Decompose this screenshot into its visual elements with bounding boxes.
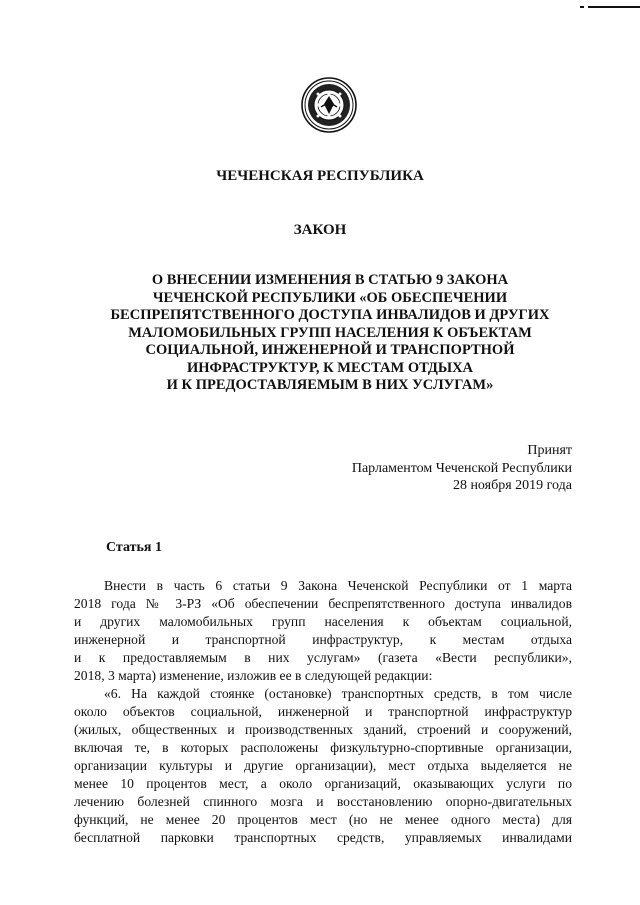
text-line: лечению болезней спинного мозга и восстановлению опорно-двигательных [74, 794, 572, 809]
text-line: менее 10 процентов мест, а около организаций, оказывающих услуги по [74, 776, 572, 791]
article-title: Статья 1 [106, 540, 162, 555]
text-line: (жилых, общественных и производственных зданий, строений и сооружений, [74, 722, 572, 737]
text-line: инженерной и транспортной инфраструктур, к местам отдыха [74, 632, 572, 647]
text-line: функций, не менее 20 процентов мест (но не менее одного места) для [74, 812, 572, 827]
law-title [100, 272, 560, 395]
adopted-date: 28 ноября 2019 года [452, 478, 572, 493]
article-paragraph-1 [74, 577, 572, 685]
article-body [74, 577, 572, 847]
law-title-line: О ВНЕСЕНИИ ИЗМЕНЕНИЯ В СТАТЬЮ 9 ЗАКОНА [151, 272, 509, 288]
text-line: бесплатной парковки транспортных средств, управляемых инвалидами [74, 830, 572, 845]
text-line: около объектов социальной, инженерной и транспортной инфраструктур [74, 704, 572, 719]
law-title-line: ЧЕЧЕНСКОЙ РЕСПУБЛИКИ «ОБ ОБЕСПЕЧЕНИИ [152, 289, 508, 306]
text-line: включая те, в которых расположены физкультурно-спортивные организации, [74, 740, 572, 755]
adopted-label: Принят [527, 443, 572, 458]
article-paragraph-2 [74, 685, 572, 847]
text-line: «6. На каждой стоянке (остановке) транспортных средств, в том числе [104, 686, 572, 701]
text-line: 2018 года № 3-РЗ «Об обеспечении беспрепятственного доступа инвалидов [74, 596, 572, 611]
law-title-line: ИНФРАСТРУКТУР, К МЕСТАМ ОТДЫХА [186, 359, 474, 376]
law-title-line: МАЛОМОБИЛЬНЫХ ГРУПП НАСЕЛЕНИЯ К ОБЪЕКТАМ [128, 324, 532, 341]
text-line: и к предоставляемым в них услугам» (газета «Вести республики», [74, 650, 572, 665]
adoption-block [292, 442, 572, 495]
text-line: организации культуры и другие организации), мест отдыха выделяется не [74, 758, 572, 773]
republic-heading: ЧЕЧЕНСКАЯ РЕСПУБЛИКА [216, 168, 424, 184]
text-line: Внести в часть 6 статьи 9 Закона Чеченской Республики от 1 марта [104, 578, 572, 593]
law-title-line: СОЦИАЛЬНОЙ, ИНЖЕНЕРНОЙ И ТРАНСПОРТНОЙ [145, 342, 515, 358]
coat-of-arms-emblem-icon [301, 77, 357, 133]
law-title-line: И К ПРЕДОСТАВЛЯЕМЫМ В НИХ УСЛУГАМ» [166, 377, 494, 393]
corner-scan-mark [588, 6, 640, 8]
law-heading: ЗАКОН [293, 222, 347, 238]
text-line: 2018, 3 марта) изменение, изложив ее в следующей редакции: [74, 668, 433, 683]
adopted-by: Парламентом Чеченской Республики [351, 460, 572, 476]
law-title-line: БЕСПРЕПЯТСТВЕННОГО ДОСТУПА ИНВАЛИДОВ И ДРУГИХ [110, 307, 550, 323]
text-line: и других маломобильных групп населения к объектам социальной, [74, 614, 572, 629]
